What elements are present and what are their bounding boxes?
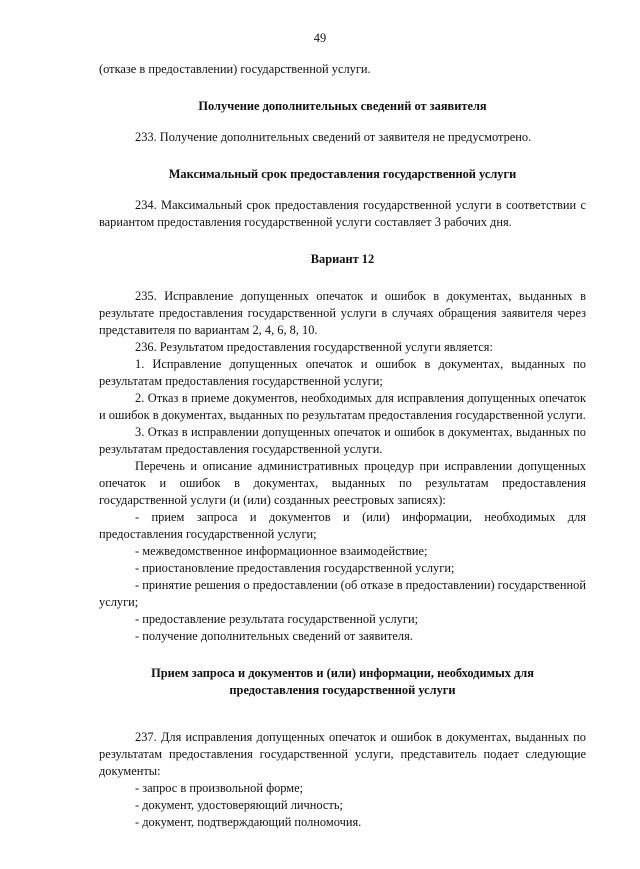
procedure-item: - предоставление результата государственной услуги; bbox=[135, 612, 419, 626]
procedures-intro: Перечень и описание административных процедур при исправлении допущенных опечаток и ошибок в документах, выданных по результатам предоставления государственной услуги (и (или) созданных реестровых записях): bbox=[99, 459, 586, 507]
result-item-2: 2. Отказ в приеме документов, необходимых для исправления допущенных опечаток и ошибок в документах, выданных по результатам предоставления государственной услуги. bbox=[99, 391, 586, 422]
paragraph-236: 236. Результатом предоставления государственной услуги является: bbox=[135, 340, 493, 354]
procedure-item: - получение дополнительных сведений от заявителя. bbox=[135, 629, 413, 643]
procedure-item: - прием запроса и документов и (или) информации, необходимых для предоставления государственной услуги; bbox=[99, 510, 586, 541]
procedure-item: - межведомственное информационное взаимодействие; bbox=[135, 544, 428, 558]
document-list-item: - документ, удостоверяющий личность; bbox=[135, 798, 343, 812]
paragraph-237: 237. Для исправления допущенных опечаток и ошибок в документах, выданных по результатам предоставления государственной услуги, представитель подает следующие документы: bbox=[99, 730, 586, 778]
section-heading-additional-info: Получение дополнительных сведений от заявителя bbox=[198, 99, 487, 113]
document-body bbox=[99, 61, 586, 831]
paragraph-continuation: (отказе в предоставлении) государственной услуги. bbox=[99, 62, 371, 76]
result-item-1: 1. Исправление допущенных опечаток и ошибок в документах, выданных по результатам предоставления государственной услуги; bbox=[99, 357, 586, 388]
section-heading-max-term: Максимальный срок предоставления государственной услуги bbox=[168, 167, 517, 181]
section-heading-request-line-2: предоставления государственной услуги bbox=[229, 683, 456, 697]
paragraph-234: 234. Максимальный срок предоставления государственной услуги в соответствии с вариантом предоставления государственной услуги составляет 3 рабочих дня. bbox=[99, 198, 586, 229]
paragraph-233: 233. Получение дополнительных сведений от заявителя не предусмотрено. bbox=[135, 130, 532, 144]
page-number: 49 bbox=[313, 31, 327, 45]
procedure-item: - приостановление предоставления государственной услуги; bbox=[135, 561, 455, 575]
document-list-item: - запрос в произвольной форме; bbox=[135, 781, 304, 795]
document-list-item: - документ, подтверждающий полномочия. bbox=[135, 815, 362, 829]
section-heading-variant-12: Вариант 12 bbox=[310, 252, 375, 266]
result-item-3: 3. Отказ в исправлении допущенных опечаток и ошибок в документах, выданных по результатам предоставления государственной услуги. bbox=[99, 425, 586, 456]
procedure-item: - принятие решения о предоставлении (об отказе в предоставлении) государственной услуги; bbox=[99, 578, 586, 609]
paragraph-235: 235. Исправление допущенных опечаток и ошибок в документах, выданных в результате предоставления государственной услуги в случаях обращения заявителя через представителя по вариантам 2, 4, 6, 8, 10. bbox=[99, 289, 586, 337]
section-heading-request-line-1: Прием запроса и документов и (или) информации, необходимых для bbox=[151, 666, 534, 680]
